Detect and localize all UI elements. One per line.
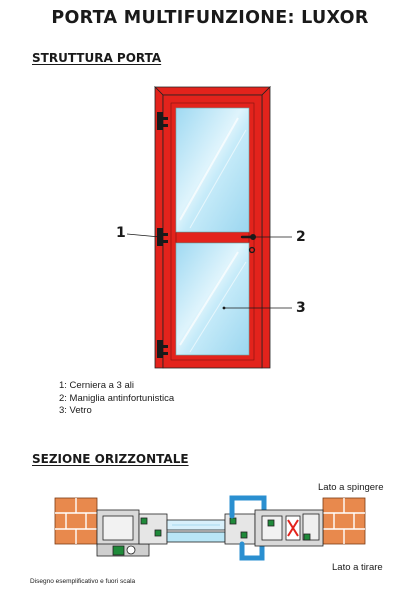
callout-3: 3 bbox=[296, 300, 306, 316]
label-push-side: Lato a spingere bbox=[318, 482, 384, 493]
legend-item: 3: Vetro bbox=[59, 405, 92, 416]
footnote: Disegno esemplificativo e fuori scala bbox=[30, 578, 136, 585]
label-pull-side: Lato a tirare bbox=[332, 562, 383, 573]
glass-section bbox=[167, 520, 225, 542]
section-title-horizontal: SEZIONE ORIZZONTALE bbox=[32, 452, 189, 466]
frame-profile-right bbox=[255, 510, 323, 546]
brick-wall-right bbox=[323, 498, 365, 544]
brick-wall-left bbox=[55, 498, 97, 544]
callout-1: 1 bbox=[116, 225, 126, 241]
page-title: PORTA MULTIFUNZIONE: LUXOR bbox=[51, 8, 369, 28]
legend-item: 2: Maniglia antinfortunistica bbox=[59, 392, 175, 404]
leaf-profile-right bbox=[225, 514, 255, 544]
section-title-structure: STRUTTURA PORTA bbox=[32, 51, 162, 65]
leaf-profile-left bbox=[139, 514, 167, 544]
legend-item: 1: Cerniera a 3 ali bbox=[59, 380, 134, 391]
callout-2: 2 bbox=[296, 229, 306, 245]
